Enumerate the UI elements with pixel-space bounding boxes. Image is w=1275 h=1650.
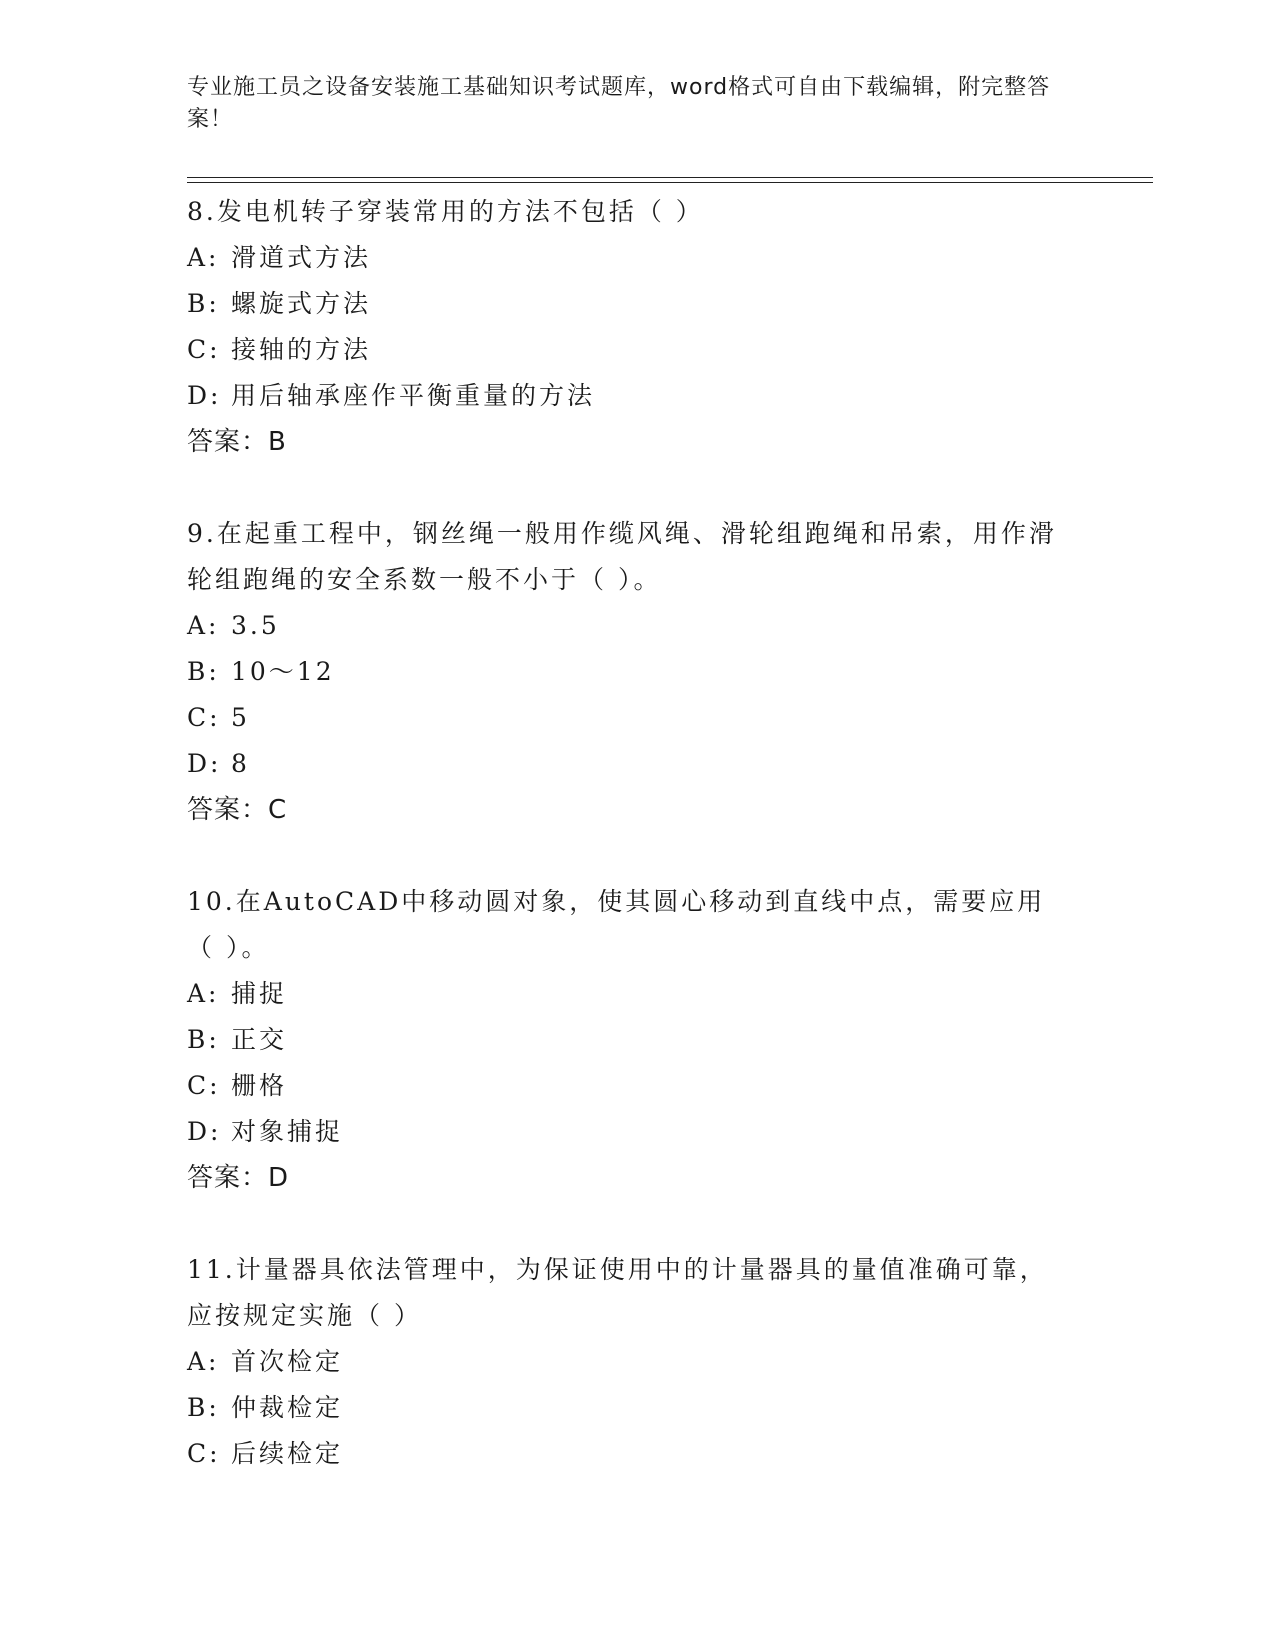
answer-label: 答案：B <box>187 427 287 457</box>
option-key: D: <box>187 749 222 778</box>
option-text: 8 <box>231 749 250 778</box>
option-text: 栅格 <box>231 1071 288 1100</box>
header-divider-top <box>187 177 1153 178</box>
option-a <box>187 235 1067 281</box>
option-d <box>187 741 1067 787</box>
option-text: 仲裁检定 <box>231 1393 344 1422</box>
question-text: 10.在AutoCAD中移动圆对象，使其圆心移动到直线中点，需要应用（ ）。 <box>187 887 1046 962</box>
answer-label: 答案：D <box>187 1163 290 1193</box>
question-8 <box>187 189 1067 465</box>
option-b <box>187 1017 1067 1063</box>
option-text: 后续检定 <box>231 1439 344 1468</box>
option-key: D: <box>187 1117 222 1146</box>
option-text: 5 <box>231 703 250 732</box>
option-c <box>187 695 1067 741</box>
option-key: C: <box>187 1071 221 1100</box>
option-key: B: <box>187 1025 220 1054</box>
option-key: C: <box>187 703 221 732</box>
answer-label: 答案：C <box>187 795 288 825</box>
option-a <box>187 971 1067 1017</box>
question-text: 9.在起重工程中，钢丝绳一般用作缆风绳、滑轮组跑绳和吊索，用作滑轮组跑绳的安全系数一般不小于（ ）。 <box>187 519 1057 594</box>
option-key: A: <box>187 243 220 272</box>
option-key: B: <box>187 1393 220 1422</box>
option-b <box>187 281 1067 327</box>
question-11 <box>187 1247 1067 1477</box>
option-text: 对象捕捉 <box>231 1117 344 1146</box>
option-text: 正交 <box>231 1025 288 1054</box>
option-c <box>187 1063 1067 1109</box>
option-b <box>187 649 1067 695</box>
question-9 <box>187 511 1067 833</box>
header-divider-bottom <box>187 182 1153 183</box>
option-key: A: <box>187 1347 220 1376</box>
option-text: 首次检定 <box>231 1347 344 1376</box>
question-text: 8.发电机转子穿装常用的方法不包括（ ） <box>187 197 704 226</box>
option-key: D: <box>187 381 222 410</box>
option-text: 接轴的方法 <box>231 335 372 364</box>
option-c <box>187 1431 1067 1477</box>
question-text: 11.计量器具依法管理中，为保证使用中的计量器具的量值准确可靠，应按规定实施（ ） <box>187 1255 1048 1330</box>
question-10 <box>187 879 1067 1201</box>
option-d <box>187 1109 1067 1155</box>
option-text: 螺旋式方法 <box>231 289 372 318</box>
option-b <box>187 1385 1067 1431</box>
question-list <box>187 189 1067 1523</box>
document-header: 专业施工员之设备安装施工基础知识考试题库，word格式可自由下载编辑，附完整答案！ <box>187 75 1051 132</box>
option-text: 捕捉 <box>231 979 288 1008</box>
option-key: B: <box>187 657 220 686</box>
option-a <box>187 603 1067 649</box>
option-key: A: <box>187 979 220 1008</box>
option-key: A: <box>187 611 220 640</box>
option-a <box>187 1339 1067 1385</box>
option-key: C: <box>187 335 221 364</box>
option-text: 10～12 <box>231 657 335 686</box>
option-text: 滑道式方法 <box>231 243 372 272</box>
option-key: C: <box>187 1439 221 1468</box>
option-c <box>187 327 1067 373</box>
option-text: 3.5 <box>231 611 280 640</box>
option-text: 用后轴承座作平衡重量的方法 <box>231 381 596 410</box>
option-key: B: <box>187 289 220 318</box>
option-d <box>187 373 1067 419</box>
